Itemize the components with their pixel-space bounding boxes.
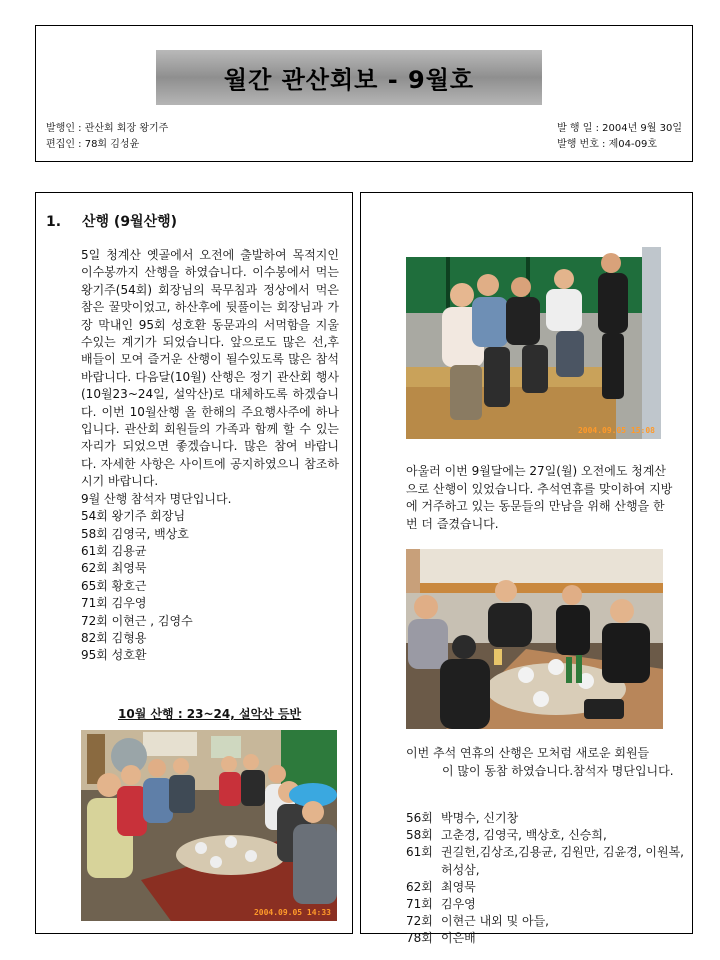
newsletter-title: 월간 관산회보 - 9월호 bbox=[156, 50, 542, 105]
roster-class: 56회 bbox=[406, 811, 433, 825]
editor-line: 편집인 : 78회 김성윤 bbox=[46, 139, 140, 150]
left-column bbox=[35, 192, 353, 934]
roster-item: 65회 황호근 bbox=[81, 578, 147, 593]
roster-class: 78회 bbox=[406, 931, 433, 946]
holiday-hike-line-1: 이번 추석 연휴의 산행은 모처럼 새로운 회원들 bbox=[406, 746, 650, 760]
header-meta-right bbox=[557, 121, 682, 153]
roster-names: 이현근 내외 및 아들, bbox=[441, 914, 549, 929]
header-meta-left bbox=[46, 121, 168, 153]
holiday-hike-line-2: 이 많이 동참 하였습니다.참석자 명단입니다. bbox=[442, 763, 674, 778]
holiday-hike-paragraph bbox=[406, 745, 684, 780]
dinner-photo-image bbox=[406, 549, 663, 729]
publication-date: 발 행 일 : 2004년 9월 30일 bbox=[557, 123, 682, 134]
publisher-line: 발행인 : 관산회 회장 왕기주 bbox=[46, 123, 169, 134]
newsletter-header bbox=[35, 25, 693, 162]
roster-item: 71회 김우영 bbox=[81, 596, 147, 611]
roster-row bbox=[406, 810, 686, 827]
roster-row bbox=[406, 930, 686, 947]
section-heading bbox=[46, 211, 177, 231]
roster-row bbox=[406, 896, 686, 913]
roster-names: 이은배 bbox=[441, 931, 476, 946]
roster-item: 72회 이현근 , 김영수 bbox=[81, 613, 193, 628]
roster-class: 58회 bbox=[406, 828, 433, 843]
roster-names: 박명수, 신기창 bbox=[441, 811, 519, 825]
dinner-photo bbox=[406, 549, 663, 729]
roster-item: 61회 김용균 bbox=[81, 543, 147, 558]
roster-title: 9월 산행 참석자 명단입니다. bbox=[81, 491, 232, 506]
roster-class: 71회 bbox=[406, 897, 433, 912]
roster-item: 54회 왕기주 회장님 bbox=[81, 509, 186, 524]
photo-date-stamp: 2004.09.05 14:33 bbox=[253, 908, 331, 917]
roster-row bbox=[406, 844, 686, 878]
holiday-attendee-roster bbox=[406, 810, 686, 948]
roster-names: 권길헌,김상조,김용균, 김원만, 김윤경, 이원복,허성삼, bbox=[441, 845, 684, 877]
bench-group-photo-image bbox=[406, 247, 661, 439]
roster-names: 김우영 bbox=[441, 897, 476, 912]
publication-number: 발행 번호 : 제04-09호 bbox=[557, 139, 657, 150]
extra-hike-paragraph: 아울러 이번 9월달에는 27일(월) 오전에도 청계산으로 산행이 있었습니다. 추석연휴를 맞이하여 지방에 거주하고 있는 동문들의 만남을 위해 산행을 한번 더 즐겼습니다. bbox=[406, 464, 673, 531]
roster-class: 72회 bbox=[406, 914, 433, 929]
next-hike-notice: 10월 산행 : 23~24, 설악산 등반 bbox=[118, 707, 302, 721]
roster-item: 95회 성호환 bbox=[81, 648, 147, 663]
section-title: 산행 (9월산행) bbox=[82, 214, 178, 230]
roster-class: 62회 bbox=[406, 879, 433, 894]
restaurant-photo-image bbox=[81, 730, 337, 921]
section-number: 1. bbox=[46, 214, 62, 230]
right-column bbox=[360, 192, 693, 946]
photo-date-stamp: 2004.09.05 15:08 bbox=[577, 426, 655, 435]
roster-names: 고춘경, 김영국, 백상호, 신승희, bbox=[441, 828, 607, 843]
roster-row bbox=[406, 879, 686, 896]
section-body bbox=[81, 247, 339, 665]
hike-report-paragraph: 5일 청계산 옛골에서 오전에 출발하여 목적지인 이수봉까지 산행을 하였습니다. 이수봉에서 먹는 왕기주(54회) 회장님의 묵무침과 정상에서 먹은 참은 꿀맛이었고, 하산후에 뒷풀이는 회장님과 가장 막내인 95회 성호환 동문과의 서먹함을 지울수있는 계기가 되었습니다. 앞으로도 많은 선,후배들이 모여 즐거운 산행이 될수있도록 많은 참석 바랍니다. 다음달(10월) 산행은 정기 관산회 행사(10월23~24일, 설악산)로 대체하도록 하겠습니다. 이번 10월산행 올 한해의 주요행사주에 하나 입니다. 관산회 회원들의 가족과 함께 할 수 있는 자리가 되었으면 좋겠습니다. 많은 참여 바랍니다. 자세한 사항은 사이트에 공지하였으니 참조하시기 바랍니다. bbox=[81, 248, 339, 489]
roster-item: 62회 최영묵 bbox=[81, 561, 147, 576]
roster-row bbox=[406, 827, 686, 844]
attendee-roster bbox=[81, 508, 339, 665]
roster-class: 61회 bbox=[406, 845, 433, 860]
bench-group-photo bbox=[406, 247, 661, 439]
roster-row bbox=[406, 913, 686, 930]
restaurant-photo bbox=[81, 730, 337, 921]
roster-item: 82회 김형용 bbox=[81, 630, 147, 645]
roster-item: 58회 김영국, 백상호 bbox=[81, 526, 189, 541]
roster-names: 최영묵 bbox=[441, 879, 476, 894]
